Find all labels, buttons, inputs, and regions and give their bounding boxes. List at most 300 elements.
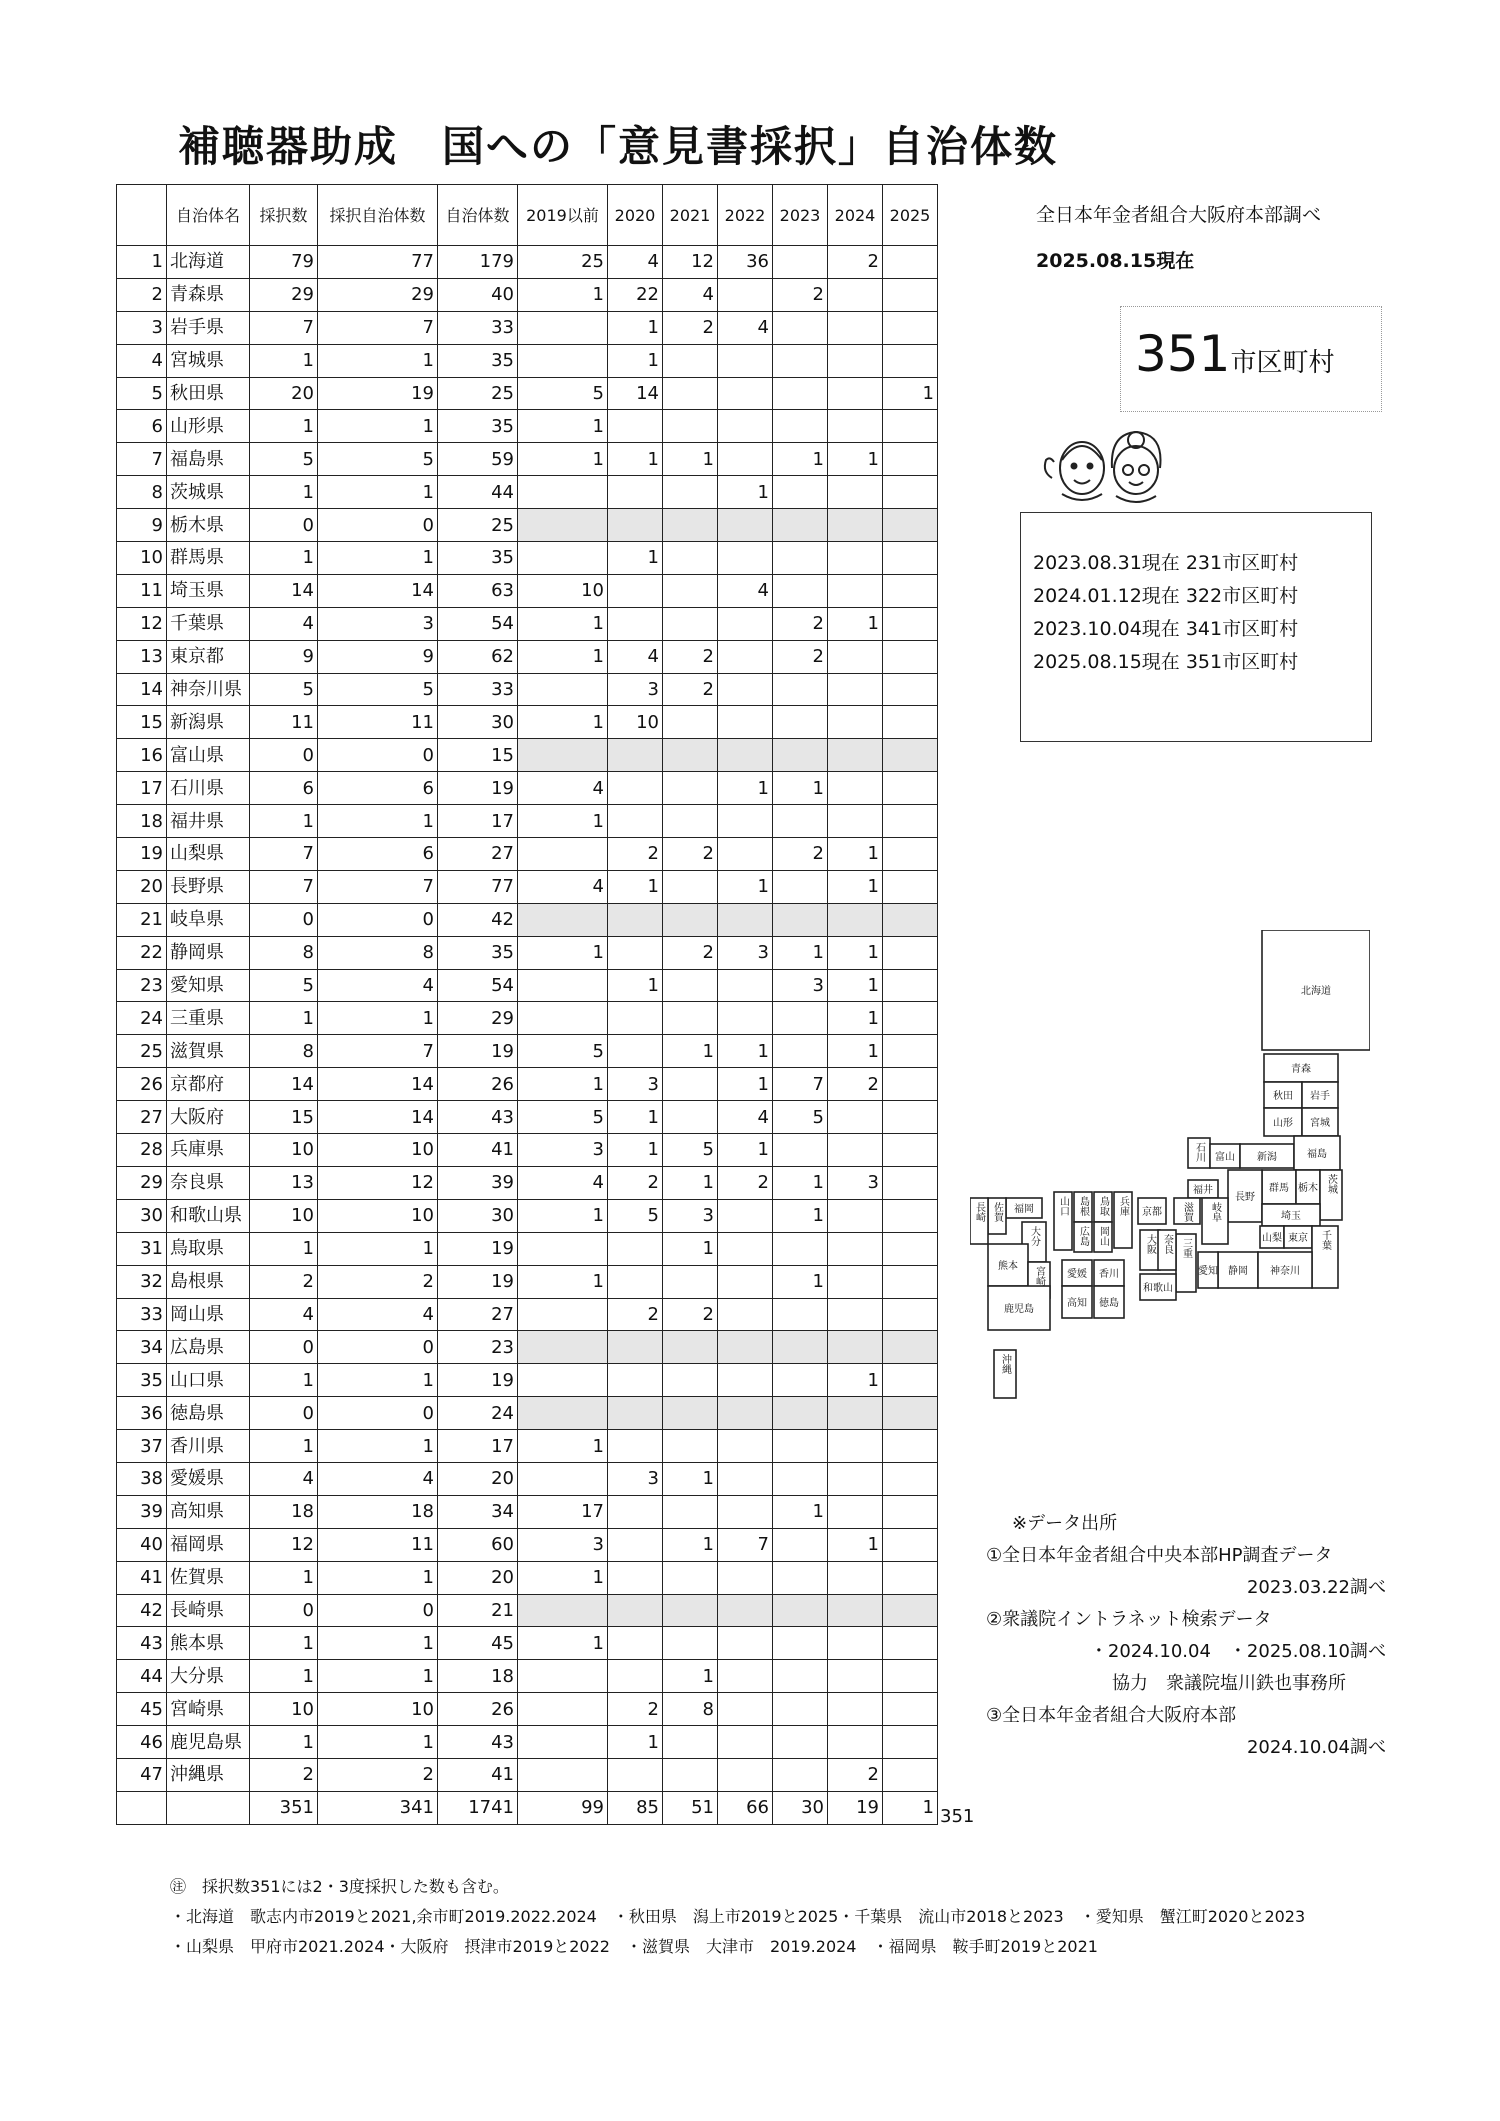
cell-y2025: [883, 1068, 938, 1101]
cell-y2024: [828, 805, 883, 838]
cell-y2025: [883, 838, 938, 871]
cell-y2020: 2: [608, 1166, 663, 1199]
cell-y2025: [883, 1758, 938, 1791]
cell-adoptions: 9: [250, 640, 318, 673]
cell-y2025: [883, 1199, 938, 1232]
cell-y2019-earlier: [518, 1364, 608, 1397]
cell-y2023: [773, 344, 828, 377]
cell-y2024: [828, 1298, 883, 1331]
cell-y2021: 1: [663, 1035, 718, 1068]
cell-adoptions: 8: [250, 1035, 318, 1068]
cell-row-number: 38: [117, 1462, 167, 1495]
cell-y2024: 1: [828, 838, 883, 871]
data-source-1: ①全日本年金者組合中央本部HP調査データ: [986, 1545, 1333, 1566]
cell-y2020: 85: [608, 1791, 663, 1824]
cell-row-number: 46: [117, 1726, 167, 1759]
japan-prefecture-map: [970, 930, 1370, 1450]
cell-y2021: [663, 903, 718, 936]
cell-y2025: [883, 706, 938, 739]
cell-municipality-name: 三重県: [167, 1002, 250, 1035]
cell-y2023: [773, 805, 828, 838]
cell-y2022: 2: [718, 1166, 773, 1199]
cell-y2020: [608, 1594, 663, 1627]
cell-adopting-municipalities: 0: [318, 1594, 438, 1627]
cell-municipality-count: 17: [438, 805, 518, 838]
map-label-miyazaki: 宮崎: [1033, 1266, 1045, 1286]
cell-y2023: [773, 1561, 828, 1594]
cell-municipality-name: 高知県: [167, 1495, 250, 1528]
cell-y2022: 7: [718, 1528, 773, 1561]
cell-municipality-name: 福井県: [167, 805, 250, 838]
map-prefecture-kagawa: [1094, 1260, 1124, 1286]
cell-y2025: [883, 1693, 938, 1726]
cell-y2024: [828, 377, 883, 410]
cell-municipality-count: 17: [438, 1430, 518, 1463]
cell-y2020: [608, 1758, 663, 1791]
map-label-shizuoka: 静岡: [1228, 1266, 1248, 1277]
cell-y2024: 3: [828, 1166, 883, 1199]
cell-y2024: 1: [828, 1364, 883, 1397]
cell-adopting-municipalities: 341: [318, 1791, 438, 1824]
cell-adoptions: 79: [250, 246, 318, 279]
cell-municipality-count: 35: [438, 542, 518, 575]
table-header-row: [117, 185, 938, 246]
cell-y2022: [718, 673, 773, 706]
footnote-main: ㊟ 採択数351には2・3度採択した数も含む。: [170, 1877, 509, 1896]
cell-y2022: 1: [718, 1134, 773, 1167]
cell-y2021: [663, 805, 718, 838]
cell-municipality-name: 和歌山県: [167, 1199, 250, 1232]
elderly-couple-illustration: [1032, 430, 1182, 510]
cell-y2020: 1: [608, 870, 663, 903]
table-row: [117, 1726, 938, 1759]
cell-municipality-count: 77: [438, 870, 518, 903]
cell-y2024: 1: [828, 443, 883, 476]
footnote-line-1: ・北海道 歌志内市2019と2021,余市町2019.2022.2024 ・秋田県 潟上市2019と2025・千葉県 流山市2018と2023 ・愛知県 蟹江町2020と2023: [170, 1907, 1306, 1926]
cell-y2019-earlier: 1: [518, 1199, 608, 1232]
cell-y2022: [718, 344, 773, 377]
cell-municipality-count: 25: [438, 377, 518, 410]
cell-municipality-count: 15: [438, 739, 518, 772]
cell-row-number: 20: [117, 870, 167, 903]
cell-y2023: [773, 377, 828, 410]
cell-y2020: 1: [608, 344, 663, 377]
cell-adoptions: 1: [250, 1364, 318, 1397]
table-row: [117, 311, 938, 344]
table-row: [117, 410, 938, 443]
cell-row-number: 22: [117, 936, 167, 969]
cell-row-number: 17: [117, 772, 167, 805]
cell-y2019-earlier: 3: [518, 1528, 608, 1561]
cell-y2022: 1: [718, 870, 773, 903]
cell-y2022: [718, 410, 773, 443]
cell-y2023: [773, 1528, 828, 1561]
map-prefecture-gunma: [1262, 1170, 1296, 1204]
cell-y2023: 5: [773, 1101, 828, 1134]
cell-municipality-name: 石川県: [167, 772, 250, 805]
cell-y2022: 1: [718, 476, 773, 509]
table-row: [117, 969, 938, 1002]
map-prefecture-ibaraki: [1320, 1170, 1342, 1220]
cell-y2019-earlier: [518, 1660, 608, 1693]
cell-y2022: [718, 1693, 773, 1726]
cell-y2024: 2: [828, 246, 883, 279]
data-sources: [986, 1508, 1386, 1764]
table-row: [117, 1068, 938, 1101]
cell-adoptions: 0: [250, 739, 318, 772]
cell-y2021: [663, 1002, 718, 1035]
cell-y2020: [608, 476, 663, 509]
map-label-ishikawa: 石川: [1193, 1142, 1205, 1162]
cell-y2024: 1: [828, 870, 883, 903]
cell-y2024: [828, 1627, 883, 1660]
cell-municipality-name: 滋賀県: [167, 1035, 250, 1068]
cell-y2019-earlier: [518, 1331, 608, 1364]
cell-y2021: 2: [663, 311, 718, 344]
map-label-tokyo: 東京: [1288, 1233, 1308, 1244]
cell-y2022: [718, 969, 773, 1002]
map-prefecture-okinawa: [994, 1350, 1016, 1398]
cell-y2025: [883, 607, 938, 640]
map-prefecture-nagano: [1228, 1170, 1262, 1222]
cell-municipality-name: 山口県: [167, 1364, 250, 1397]
map-prefecture-fukushima: [1294, 1136, 1340, 1170]
cell-y2021: [663, 607, 718, 640]
cell-adoptions: 15: [250, 1101, 318, 1134]
map-label-oita: 大分: [1028, 1226, 1040, 1246]
cell-y2020: [608, 574, 663, 607]
cell-y2022: 36: [718, 246, 773, 279]
cell-y2021: 2: [663, 936, 718, 969]
total-count-unit: 市区町村: [1230, 348, 1335, 378]
cell-y2023: [773, 903, 828, 936]
cell-y2024: [828, 1726, 883, 1759]
cell-y2024: 2: [828, 1758, 883, 1791]
cell-adopting-municipalities: 1: [318, 1232, 438, 1265]
cell-y2023: [773, 1397, 828, 1430]
map-label-kyoto: 京都: [1142, 1207, 1162, 1218]
cell-y2025: [883, 476, 938, 509]
map-prefecture-tokushima: [1094, 1286, 1124, 1318]
cell-municipality-count: 45: [438, 1627, 518, 1660]
map-prefecture-aomori: [1264, 1054, 1338, 1082]
cell-row-number: 28: [117, 1134, 167, 1167]
cell-y2025: [883, 311, 938, 344]
map-label-okayama: 岡山: [1097, 1226, 1109, 1246]
cell-row-number: 2: [117, 278, 167, 311]
cell-y2025: [883, 805, 938, 838]
cell-y2020: 10: [608, 706, 663, 739]
map-prefecture-mie: [1176, 1234, 1196, 1292]
cell-y2023: [773, 1693, 828, 1726]
cell-row-number: 32: [117, 1265, 167, 1298]
cell-y2025: [883, 936, 938, 969]
cell-y2020: 1: [608, 542, 663, 575]
table-row: [117, 509, 938, 542]
cell-municipality-count: 30: [438, 706, 518, 739]
data-source-3-date: 2024.10.04調べ: [1246, 1737, 1386, 1758]
as-of-date: 2025.08.15現在: [1036, 250, 1195, 272]
cell-adopting-municipalities: 1: [318, 1364, 438, 1397]
cell-y2025: [883, 1594, 938, 1627]
map-prefecture-fukuoka: [1006, 1198, 1042, 1218]
cell-y2021: [663, 969, 718, 1002]
cell-row-number: 44: [117, 1660, 167, 1693]
table-row: [117, 574, 938, 607]
cell-municipality-count: 59: [438, 443, 518, 476]
cell-y2024: [828, 1594, 883, 1627]
header-adopting-municipalities: 採択自治体数: [318, 185, 438, 246]
cell-adoptions: 12: [250, 1528, 318, 1561]
map-prefecture-kochi: [1062, 1286, 1092, 1318]
cell-adopting-municipalities: 10: [318, 1134, 438, 1167]
cell-y2023: 1: [773, 443, 828, 476]
table-row: [117, 1364, 938, 1397]
cell-y2024: [828, 1101, 883, 1134]
cell-municipality-count: 18: [438, 1660, 518, 1693]
cell-y2020: 1: [608, 1101, 663, 1134]
map-prefecture-chiba: [1312, 1226, 1338, 1288]
cell-municipality-name: 鳥取県: [167, 1232, 250, 1265]
cell-adopting-municipalities: 10: [318, 1199, 438, 1232]
cell-y2019-earlier: 4: [518, 772, 608, 805]
table-row: [117, 1166, 938, 1199]
cell-y2022: [718, 1265, 773, 1298]
table-row: [117, 1265, 938, 1298]
cell-y2020: [608, 509, 663, 542]
cell-adopting-municipalities: 1: [318, 1660, 438, 1693]
cell-y2023: [773, 673, 828, 706]
cell-y2021: [663, 1758, 718, 1791]
cell-y2019-earlier: [518, 969, 608, 1002]
table-row: [117, 805, 938, 838]
cell-adoptions: 0: [250, 509, 318, 542]
map-prefecture-osaka: [1140, 1230, 1160, 1270]
cell-y2020: [608, 1397, 663, 1430]
cell-municipality-count: 19: [438, 1232, 518, 1265]
cell-y2019-earlier: 1: [518, 443, 608, 476]
cell-y2022: [718, 805, 773, 838]
cell-y2021: [663, 377, 718, 410]
table-totals-row: [117, 1791, 938, 1824]
cell-y2021: [663, 870, 718, 903]
cell-adoptions: 10: [250, 1199, 318, 1232]
cell-y2020: [608, 1265, 663, 1298]
cell-municipality-name: 福島県: [167, 443, 250, 476]
cell-y2025: 1: [883, 1791, 938, 1824]
cell-y2021: [663, 574, 718, 607]
cell-adoptions: 1: [250, 1430, 318, 1463]
cell-row-number: 1: [117, 246, 167, 279]
cell-municipality-count: 54: [438, 969, 518, 1002]
map-prefecture-shizuoka: [1218, 1252, 1258, 1288]
cell-y2022: [718, 1331, 773, 1364]
history-entry: 2023.08.31現在 231市区町村: [1033, 552, 1299, 574]
cell-y2024: [828, 1397, 883, 1430]
table-row: [117, 1660, 938, 1693]
map-label-kagawa: 香川: [1099, 1269, 1119, 1280]
cell-y2022: [718, 1364, 773, 1397]
cell-municipality-name: 東京都: [167, 640, 250, 673]
cell-municipality-name: 香川県: [167, 1430, 250, 1463]
map-label-okinawa: 沖縄: [999, 1354, 1011, 1374]
cell-y2022: 4: [718, 574, 773, 607]
cell-row-number: 29: [117, 1166, 167, 1199]
cell-y2025: [883, 246, 938, 279]
cell-y2022: [718, 1726, 773, 1759]
cell-y2019-earlier: 1: [518, 936, 608, 969]
cell-y2022: [718, 1430, 773, 1463]
map-prefecture-kagoshima: [988, 1286, 1050, 1330]
cell-y2019-earlier: 1: [518, 640, 608, 673]
cell-y2024: [828, 903, 883, 936]
table-row: [117, 1298, 938, 1331]
cell-y2020: 4: [608, 640, 663, 673]
map-label-shiga: 滋賀: [1181, 1202, 1193, 1222]
cell-municipality-name: 長崎県: [167, 1594, 250, 1627]
cell-y2025: [883, 772, 938, 805]
cell-y2020: [608, 1232, 663, 1265]
cell-municipality-name: 新潟県: [167, 706, 250, 739]
cell-municipality-count: 40: [438, 278, 518, 311]
cell-y2023: 1: [773, 1166, 828, 1199]
table-row: [117, 1528, 938, 1561]
cell-y2023: [773, 574, 828, 607]
cell-y2022: 1: [718, 772, 773, 805]
cell-adopting-municipalities: 1: [318, 1726, 438, 1759]
cell-y2021: [663, 706, 718, 739]
cell-y2021: 2: [663, 640, 718, 673]
cell-y2020: 5: [608, 1199, 663, 1232]
table-row: [117, 1693, 938, 1726]
map-label-toyama: 富山: [1215, 1152, 1235, 1163]
cell-y2021: [663, 476, 718, 509]
cell-y2023: [773, 1627, 828, 1660]
cell-y2025: [883, 1232, 938, 1265]
cell-adoptions: 1: [250, 542, 318, 575]
table-row: [117, 476, 938, 509]
map-label-chiba: 千葉: [1319, 1230, 1331, 1250]
cell-municipality-name: 徳島県: [167, 1397, 250, 1430]
cell-y2024: [828, 1561, 883, 1594]
map-prefecture-ishikawa: [1188, 1138, 1210, 1168]
data-source-1-date: 2023.03.22調べ: [1246, 1577, 1386, 1598]
cell-y2023: 7: [773, 1068, 828, 1101]
cell-y2019-earlier: 1: [518, 278, 608, 311]
map-prefecture-tottori: [1094, 1192, 1112, 1222]
cell-y2025: [883, 1035, 938, 1068]
cell-y2019-earlier: [518, 903, 608, 936]
cell-y2021: [663, 1627, 718, 1660]
cell-adopting-municipalities: 6: [318, 772, 438, 805]
cell-adoptions: 0: [250, 1331, 318, 1364]
map-label-ibaraki: 茨城: [1325, 1174, 1337, 1194]
cell-municipality-count: 43: [438, 1726, 518, 1759]
cell-y2025: [883, 410, 938, 443]
cell-municipality-name: 埼玉県: [167, 574, 250, 607]
map-label-fukui: 福井: [1193, 1185, 1213, 1196]
cell-y2021: 8: [663, 1693, 718, 1726]
cell-y2021: [663, 1594, 718, 1627]
cell-row-number: 39: [117, 1495, 167, 1528]
cell-municipality-count: 20: [438, 1462, 518, 1495]
cell-y2019-earlier: 25: [518, 246, 608, 279]
cell-y2022: 1: [718, 1035, 773, 1068]
cell-row-number: 14: [117, 673, 167, 706]
map-prefecture-kyoto: [1138, 1198, 1166, 1224]
cell-y2025: 1: [883, 377, 938, 410]
cell-y2022: [718, 1462, 773, 1495]
map-label-gifu: 岐阜: [1209, 1202, 1221, 1222]
map-prefecture-hyogo: [1114, 1192, 1132, 1248]
map-label-kochi: 高知: [1067, 1298, 1087, 1309]
cell-municipality-count: 19: [438, 1035, 518, 1068]
cell-municipality-name: 福岡県: [167, 1528, 250, 1561]
cell-y2020: 3: [608, 1462, 663, 1495]
table-row: [117, 838, 938, 871]
cell-row-number: 16: [117, 739, 167, 772]
cell-y2019-earlier: 1: [518, 1627, 608, 1660]
cell-municipality-count: 26: [438, 1068, 518, 1101]
cell-y2021: 51: [663, 1791, 718, 1824]
cell-y2019-earlier: [518, 476, 608, 509]
cell-adoptions: 13: [250, 1166, 318, 1199]
cell-y2025: [883, 1101, 938, 1134]
cell-adoptions: 7: [250, 311, 318, 344]
cell-y2023: [773, 1726, 828, 1759]
cell-row-number: 40: [117, 1528, 167, 1561]
header-y2020: 2020: [608, 185, 663, 246]
header-y2024: 2024: [828, 185, 883, 246]
cell-y2019-earlier: [518, 1397, 608, 1430]
cell-row-number: 13: [117, 640, 167, 673]
cell-y2021: [663, 1265, 718, 1298]
cell-row-number: 5: [117, 377, 167, 410]
cell-y2023: [773, 1430, 828, 1463]
cell-y2020: [608, 1627, 663, 1660]
cell-y2020: [608, 1495, 663, 1528]
cell-y2021: [663, 1068, 718, 1101]
cell-municipality-name: 大分県: [167, 1660, 250, 1693]
cell-adoptions: 1: [250, 805, 318, 838]
cell-y2025: [883, 1134, 938, 1167]
map-prefecture-aichi: [1198, 1252, 1218, 1288]
cell-adopting-municipalities: 0: [318, 1331, 438, 1364]
cell-y2020: 1: [608, 443, 663, 476]
cell-row-number: [117, 1791, 167, 1824]
cell-municipality-count: 26: [438, 1693, 518, 1726]
cell-y2022: [718, 1495, 773, 1528]
cell-y2024: 2: [828, 1068, 883, 1101]
cell-adoptions: 0: [250, 1594, 318, 1627]
cell-row-number: 7: [117, 443, 167, 476]
cell-adoptions: 18: [250, 1495, 318, 1528]
cell-municipality-name: 山形県: [167, 410, 250, 443]
cell-y2022: [718, 377, 773, 410]
cell-municipality-count: 23: [438, 1331, 518, 1364]
cell-y2025: [883, 1726, 938, 1759]
cell-municipality-count: 62: [438, 640, 518, 673]
cell-y2022: [718, 278, 773, 311]
cell-y2023: 1: [773, 772, 828, 805]
cell-y2021: [663, 1101, 718, 1134]
table-row: [117, 246, 938, 279]
cell-adopting-municipalities: 1: [318, 476, 438, 509]
cell-municipality-count: 33: [438, 673, 518, 706]
cell-row-number: 35: [117, 1364, 167, 1397]
cell-y2022: [718, 1758, 773, 1791]
cell-adopting-municipalities: 14: [318, 574, 438, 607]
